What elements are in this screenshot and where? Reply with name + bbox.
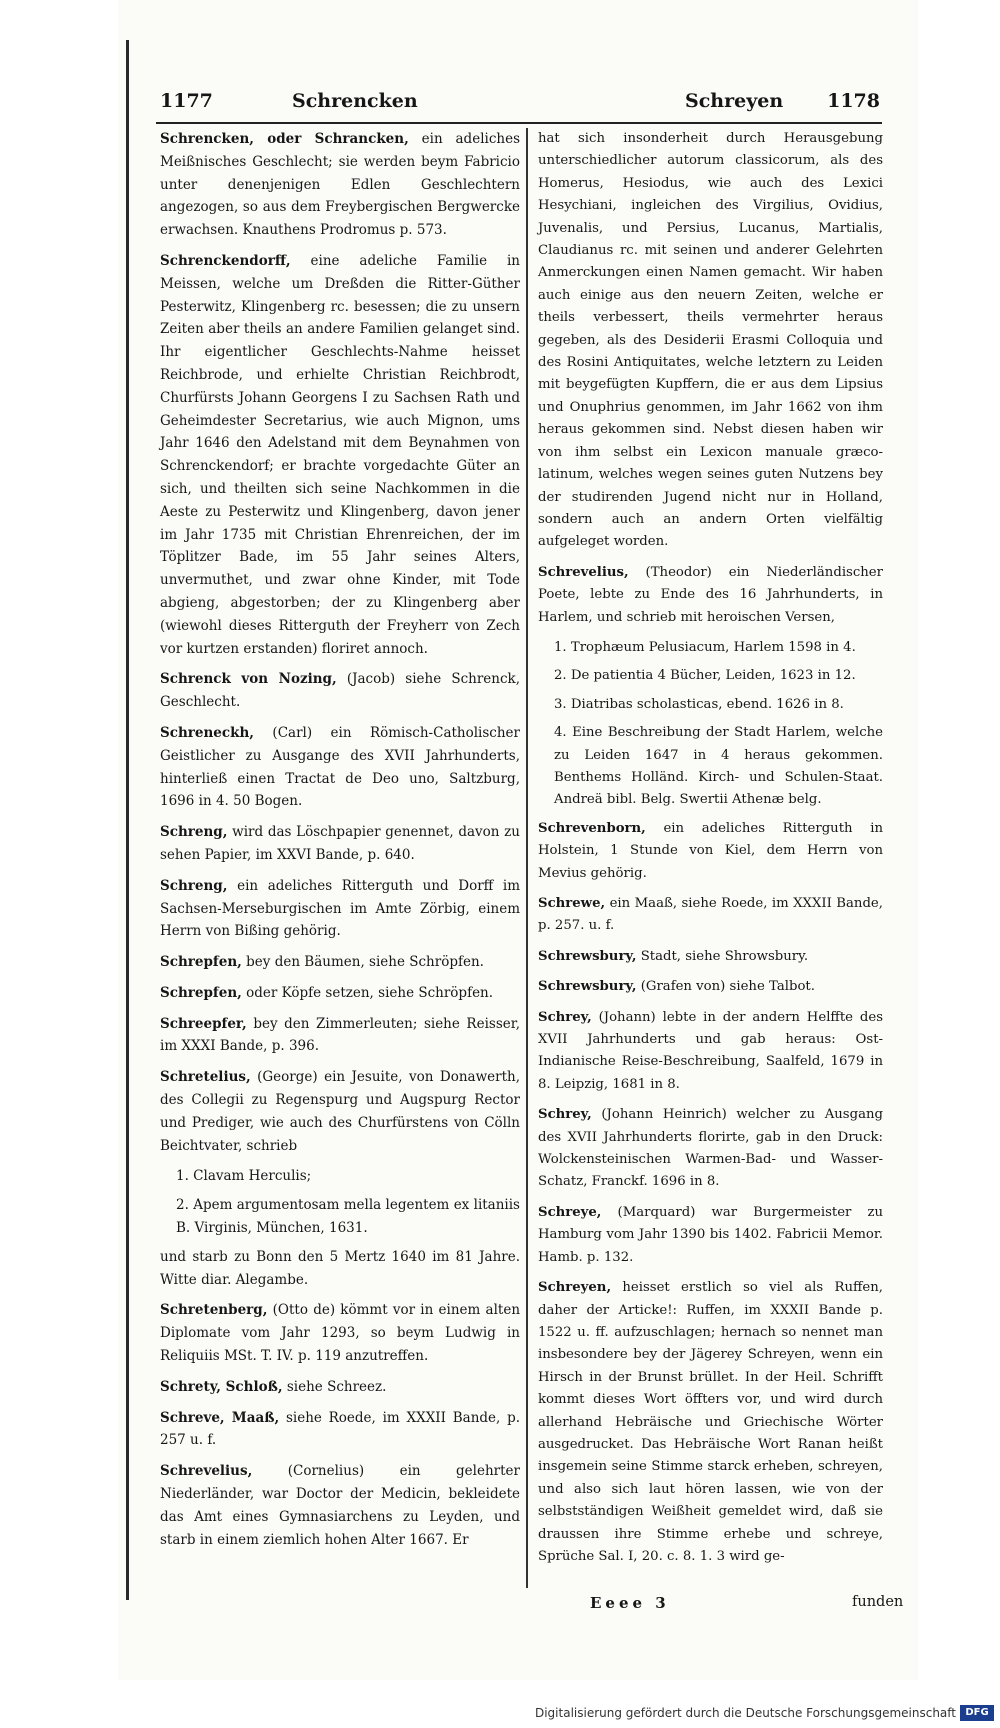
header-keyword-right: Schreyen (685, 90, 784, 112)
entry-text: ein adeliches Meißnisches Geschlecht; sie werden beym Fabricio unter denenjenigen Edlen Geschlechtern angezogen, so aus dem Freybergischen Bergwercke erwachsen. Knauthens Prodromus p. 573. (160, 131, 520, 239)
entry-text: (Johann Heinrich) welcher zu Ausgang des XVII Jahrhunderts florirte, gab in den Druck: Wolckensteinischen Warmen-Bad- und Wasser-Schatz, Franckf. 1696 in 8. (538, 1107, 884, 1190)
dictionary-entry (160, 951, 520, 974)
dictionary-entry (160, 668, 520, 714)
entry-text: Stadt, siehe Shrowsbury. (640, 948, 809, 964)
dictionary-entry (160, 128, 520, 242)
entry-text: oder Köpfe setzen, siehe Schröpfen. (246, 984, 494, 1001)
list-item: 1. Trophæum Pelusiacum, Harlem 1598 in 4. (554, 639, 856, 655)
running-header (160, 90, 880, 124)
entry-text: heisset erstlich so viel als Ruffen, daher der Articke!: Ruffen, im XXXII Bande p. 1522 u. ff. aufzuschlagen; hernach so nennet man insbesondere bey der Jägerey Schreyen, wenn ein Hirsch in der Brunst brüllet. In der Heil. Schrifft kommt dieses Wort öffters vor, und wird durch allerhand Hebräische und Griechische Wörter ausgedrucket. Das Hebräische Wort Ranan heißt insgemein seine Stimme starck erheben, schreyen, und also sich laut hören lassen, wie von der selbstständigen Weißheit gemeldet wird, daß sie draussen ihre Stimme erhebe und schreye, Sprüche Sal. I, 20. c. 8. 1. 3 wird ge- (538, 1280, 883, 1564)
page-number-left: 1177 (160, 90, 213, 112)
column-divider (526, 128, 528, 1588)
list-item: 2. De patientia 4 Bücher, Leiden, 1623 in 12. (554, 668, 856, 684)
dictionary-entry (160, 821, 520, 867)
dictionary-entry (160, 1246, 520, 1292)
dictionary-entry (160, 982, 520, 1005)
entry-headword: Schrewsbury, (538, 948, 637, 964)
entry-headword: Schrenck von Nozing, (160, 671, 337, 688)
entry-text: (Theodor) ein Niederländischer Poete, lebte zu Ende des 16 Jahrhunderts, in Harlem, und schrieb mit heroischen Versen, (538, 564, 883, 625)
binding-edge (126, 40, 129, 1600)
dictionary-entry (160, 250, 520, 660)
signature-mark: Eeee 3 (590, 1594, 670, 1612)
dfg-logo: DFG (960, 1705, 994, 1721)
entry-headword: Schrenckendorff, (160, 252, 291, 269)
entry-headword: Schrepfen, (160, 954, 242, 971)
entry-headword: Schreepfer, (160, 1015, 247, 1032)
dictionary-entry (538, 128, 883, 554)
entry-headword: Schrevelius, (160, 1463, 253, 1480)
entry-text: hat sich insonderheit durch Herausgebung unterschiedlicher autorum classicorum, als des Homerus, Hesiodus, wie auch des Lexici Hesychiani, ingleichen des Virgilius, Ovidius, Juvenalis, und Persius, Lucanus, Martialis, Claudianus rc. mit seinen und anderer Gelehrten Anmerckungen einen Namen gemacht. Wir haben auch einige aus den neuern Zeiten, welche er theils verbessert, theils vermehrter heraus gegeben, als des Desiderii Erasmi Colloquia und des Rosini Antiquitates, welche letztern zu Leiden mit beygefügten Kupffern, die er aus dem Lipsius und Onuphrius genommen, im Jahr 1662 von ihm heraus gekommen sind. Nebst diesen haben wir von ihm selbst ein Lexicon manuale græco-latinum, welches wegen seines guten Nutzens bey der studirenden Jugend nicht nur in Holland, sondern auch an andern Orten vielfältig aufgeleget worden. (538, 131, 883, 550)
entry-text: wird das Löschpapier genennet, davon zu sehen Papier, im XXVI Bande, p. 640. (160, 824, 520, 863)
dictionary-entry (538, 893, 883, 938)
dictionary-entry (160, 722, 520, 813)
entry-text: ein adeliches Ritterguth in Holstein, 1 Stunde von Kiel, dem Herrn von Mevius gehörig. (538, 820, 883, 881)
entry-headword: Schrevenborn, (538, 820, 646, 836)
entry-headword: Schrety, Schloß, (160, 1378, 283, 1395)
entry-text: (Johann) lebte in der andern Helffte des XVII Jahrhunderts und gab heraus: Ost-Indianische Reise-Beschreibung, Saalfeld, 1679 in 8. Leipzig, 1681 in 8. (538, 1009, 883, 1092)
dictionary-entry (538, 1104, 883, 1194)
entry-text: und starb zu Bonn den 5 Mertz 1640 im 81 Jahre. Witte diar. Alegambe. (160, 1248, 520, 1288)
dictionary-entry (538, 1007, 883, 1097)
entry-text: (Jacob) siehe Schrenck, Geschlecht. (160, 671, 520, 711)
entry-headword: Schreneckh, (160, 724, 254, 741)
dictionary-entry (538, 976, 883, 998)
entry-text: (George) ein Jesuite, von Donawerth, des Collegii zu Regenspurg und Augspurg Rector und Prediger, wie auch des Churfürstens von Cölln Beichtvater, schrieb (160, 1069, 520, 1154)
right-column (538, 128, 883, 1576)
dictionary-entry (160, 1460, 520, 1551)
list-item: 1. Clavam Herculis; (176, 1168, 312, 1185)
entry-text: bey den Bäumen, siehe Schröpfen. (246, 954, 484, 971)
dictionary-entry (538, 818, 883, 885)
header-keyword-left: Schrencken (292, 90, 418, 112)
entry-text: bey den Zimmerleuten; siehe Reisser, im XXXI Bande, p. 396. (160, 1015, 520, 1055)
entry-text: eine adeliche Familie in Meissen, welche um Dreßden die Ritter-Güther Pesterwitz, Klingenberg rc. besessen; die zu unsern Zeiten aber theils an andere Familien gelanget sind. Ihr eigentlicher Geschlechts-Nahme heisset Reichbrode, und erhielte Christian Reichbrodt, Churfürsts Johann Georgens I zu Sachsen Rath und Geheimdester Secretarius, wie auch Mignon, ums Jahr 1646 den Adelstand mit dem Beynahmen von Schrenckendorf; er brachte vorgedachte Güter an sich, und theilten sich seine Nachkommen in die Aeste zu Pesterwitz und Klingenberg, davon jener im Jahr 1735 mit Christian Ehrenreichen, der im Töplitzer Bade, im 55 Jahr seines Alters, unvermuthet, und zwar ohne Kinder, mit Tode abgieng, abgestorben; der zu Klingenberg aber (wiewohl dieses Ritterguth der Freyherr von Zech vor kurtzen erstanden) floriret annoch. (160, 252, 520, 657)
dictionary-entry (160, 1013, 520, 1059)
entry-text: (Otto de) kömmt vor in einem alten Diplomate vom Jahr 1293, so beym Ludwig in Reliquiis MSt. T. IV. p. 119 anzutreffen. (160, 1302, 521, 1365)
dictionary-entry (538, 562, 883, 629)
dictionary-entry (160, 1299, 520, 1367)
entry-headword: Schretelius, (160, 1069, 251, 1086)
catchword: funden (852, 1594, 904, 1610)
entry-text: (Grafen von) siehe Talbot. (640, 979, 815, 995)
footer-bar (0, 1700, 1000, 1728)
dictionary-entry (160, 1066, 520, 1157)
entry-text: (Marquard) war Burgermeister zu Hamburg vom Jahr 1390 bis 1402. Fabricii Memor. Hamb. p. 132. (538, 1204, 883, 1265)
dictionary-entry (160, 1376, 520, 1399)
entry-headword: Schreve, Maaß, (160, 1409, 280, 1426)
list-item: 3. Diatribas scholasticas, ebend. 1626 in 8. (554, 696, 844, 712)
entry-headword: Schrey, (538, 1009, 592, 1025)
dictionary-entry (538, 1277, 883, 1568)
entry-text: ein Maaß, siehe Roede, im XXXII Bande, p. 257. u. f. (538, 896, 883, 934)
entry-text: (Cornelius) ein gelehrter Niederländer, war Doctor der Medicin, bekleidete das Amt eines Gymnasiarchens zu Leyden, und starb in einem ziemlich hohen Alter 1667. Er (160, 1463, 520, 1548)
entry-text: siehe Roede, im XXXII Bande, p. 257 u. f. (160, 1409, 521, 1449)
dictionary-entry (160, 1407, 520, 1453)
entry-headword: Schrencken, oder Schrancken, (160, 131, 409, 147)
left-column (160, 128, 520, 1559)
entry-text: (Carl) ein Römisch-Catholischer Geistlicher zu Ausgange des XVII Jahrhunderts, hinterließ einen Tractat de Deo uno, Saltzburg, 1696 in 4. 50 Bogen. (160, 724, 521, 810)
list-item: 2. Apem argumentosam mella legentem ex litaniis B. Virginis, München, 1631. (176, 1197, 520, 1237)
entry-text: ein adeliches Ritterguth und Dorff im Sachsen-Merseburgischen im Amte Zörbig, einem Herrn von Bißing gehörig. (160, 877, 521, 940)
dictionary-entry (538, 946, 883, 968)
footer-credit: Digitalisierung gefördert durch die Deutsche Forschungsgemeinschaft (534, 1706, 956, 1720)
list-item: 4. Eine Beschreibung der Stadt Harlem, welche zu Leiden 1647 in 4 heraus gekommen. Benthems Holländ. Kirch- und Schulen-Staat. Andreä bibl. Belg. Swertii Athenæ belg. (554, 725, 883, 808)
entry-headword: Schrewe, (538, 896, 606, 911)
entry-headword: Schreyen, (538, 1280, 612, 1296)
entry-headword: Schrepfen, (160, 984, 242, 1001)
entry-headword: Schrey, (538, 1107, 592, 1123)
entry-headword: Schrevelius, (538, 564, 629, 580)
dictionary-entry (160, 875, 520, 943)
entry-headword: Schreye, (538, 1204, 602, 1220)
entry-text: siehe Schreez. (286, 1378, 387, 1395)
entry-headword: Schreng, (160, 824, 228, 841)
page-number-right: 1178 (827, 90, 880, 112)
entry-headword: Schrewsbury, (538, 979, 637, 995)
entry-headword: Schretenberg, (160, 1302, 268, 1319)
header-rule (156, 122, 882, 124)
entry-headword: Schreng, (160, 877, 228, 894)
dictionary-entry (538, 1202, 883, 1269)
